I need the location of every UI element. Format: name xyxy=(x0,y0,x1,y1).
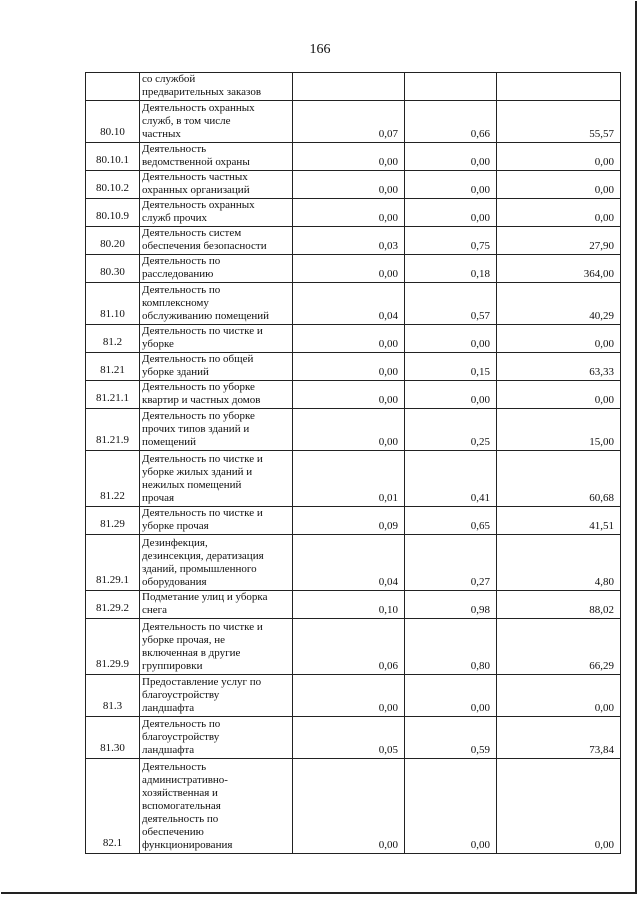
value-cell-2: 0,18 xyxy=(405,255,497,283)
value-cell-3: 66,29 xyxy=(497,619,621,675)
value-cell-3: 60,68 xyxy=(497,451,621,507)
value-cell-2: 0,00 xyxy=(405,325,497,353)
value-cell-3: 364,00 xyxy=(497,255,621,283)
code-cell: 81.21.1 xyxy=(86,381,140,409)
value-cell-1: 0,00 xyxy=(293,675,405,717)
value-cell-2: 0,00 xyxy=(405,143,497,171)
value-cell-3: 0,00 xyxy=(497,143,621,171)
description-cell: Деятельность охранных служб, в том числе частных xyxy=(140,101,293,143)
value-cell-1: 0,01 xyxy=(293,451,405,507)
table-row xyxy=(86,353,621,381)
value-cell-1 xyxy=(293,73,405,101)
table-row xyxy=(86,283,621,325)
code-cell: 80.20 xyxy=(86,227,140,255)
table-row xyxy=(86,507,621,535)
value-cell-2: 0,59 xyxy=(405,717,497,759)
code-cell: 81.21 xyxy=(86,353,140,381)
table-row xyxy=(86,143,621,171)
value-cell-2: 0,41 xyxy=(405,451,497,507)
code-cell: 80.10.1 xyxy=(86,143,140,171)
table-row xyxy=(86,619,621,675)
value-cell-2: 0,00 xyxy=(405,381,497,409)
value-cell-1: 0,07 xyxy=(293,101,405,143)
value-cell-3: 63,33 xyxy=(497,353,621,381)
value-cell-3: 0,00 xyxy=(497,199,621,227)
value-cell-3: 27,90 xyxy=(497,227,621,255)
code-cell: 81.21.9 xyxy=(86,409,140,451)
value-cell-3: 15,00 xyxy=(497,409,621,451)
code-cell: 82.1 xyxy=(86,759,140,854)
value-cell-2: 0,00 xyxy=(405,171,497,199)
value-cell-3: 40,29 xyxy=(497,283,621,325)
table-row xyxy=(86,535,621,591)
value-cell-1: 0,06 xyxy=(293,619,405,675)
description-cell: Предоставление услуг по благоустройству ландшафта xyxy=(140,675,293,717)
value-cell-3: 55,57 xyxy=(497,101,621,143)
table-row xyxy=(86,409,621,451)
code-cell: 81.2 xyxy=(86,325,140,353)
value-cell-2: 0,57 xyxy=(405,283,497,325)
description-cell: Деятельность по уборке прочих типов зданий и помещений xyxy=(140,409,293,451)
description-cell: Деятельность по чистке и уборке жилых зданий и нежилых помещений прочая xyxy=(140,451,293,507)
description-cell: Деятельность по чистке и уборке прочая xyxy=(140,507,293,535)
description-cell: Деятельность частных охранных организаций xyxy=(140,171,293,199)
table-body xyxy=(86,73,621,854)
value-cell-1: 0,00 xyxy=(293,353,405,381)
value-cell-2: 0,00 xyxy=(405,759,497,854)
table-row xyxy=(86,255,621,283)
value-cell-3: 41,51 xyxy=(497,507,621,535)
data-table xyxy=(85,72,621,854)
table-row xyxy=(86,717,621,759)
code-cell xyxy=(86,73,140,101)
code-cell: 80.10.2 xyxy=(86,171,140,199)
value-cell-2: 0,66 xyxy=(405,101,497,143)
description-cell: Деятельность по чистке и уборке прочая, не включенная в другие группировки xyxy=(140,619,293,675)
description-cell: со службой предварительных заказов xyxy=(140,73,293,101)
value-cell-3: 0,00 xyxy=(497,325,621,353)
value-cell-3: 0,00 xyxy=(497,675,621,717)
value-cell-1: 0,05 xyxy=(293,717,405,759)
description-cell: Деятельность ведомственной охраны xyxy=(140,143,293,171)
value-cell-2: 0,00 xyxy=(405,199,497,227)
table-row xyxy=(86,325,621,353)
code-cell: 81.10 xyxy=(86,283,140,325)
value-cell-1: 0,00 xyxy=(293,409,405,451)
description-cell: Деятельность систем обеспечения безопасности xyxy=(140,227,293,255)
page-number: 166 xyxy=(309,42,331,57)
value-cell-2: 0,80 xyxy=(405,619,497,675)
value-cell-1: 0,00 xyxy=(293,255,405,283)
value-cell-2: 0,65 xyxy=(405,507,497,535)
description-cell: Деятельность по благоустройству ландшафта xyxy=(140,717,293,759)
table-row xyxy=(86,101,621,143)
code-cell: 81.22 xyxy=(86,451,140,507)
description-cell: Деятельность по общей уборке зданий xyxy=(140,353,293,381)
code-cell: 81.29 xyxy=(86,507,140,535)
table-row xyxy=(86,227,621,255)
code-cell: 81.29.9 xyxy=(86,619,140,675)
value-cell-3: 73,84 xyxy=(497,717,621,759)
description-cell: Подметание улиц и уборка снега xyxy=(140,591,293,619)
description-cell: Деятельность охранных служб прочих xyxy=(140,199,293,227)
value-cell-3: 88,02 xyxy=(497,591,621,619)
table-row xyxy=(86,199,621,227)
value-cell-2: 0,15 xyxy=(405,353,497,381)
value-cell-1: 0,00 xyxy=(293,143,405,171)
description-cell: Деятельность по чистке и уборке xyxy=(140,325,293,353)
code-cell: 81.30 xyxy=(86,717,140,759)
value-cell-2: 0,27 xyxy=(405,535,497,591)
description-cell: Деятельность по уборке квартир и частных домов xyxy=(140,381,293,409)
value-cell-2: 0,75 xyxy=(405,227,497,255)
value-cell-1: 0,03 xyxy=(293,227,405,255)
code-cell: 80.30 xyxy=(86,255,140,283)
description-cell: Деятельность по расследованию xyxy=(140,255,293,283)
table-row xyxy=(86,591,621,619)
value-cell-1: 0,09 xyxy=(293,507,405,535)
code-cell: 80.10.9 xyxy=(86,199,140,227)
table-row xyxy=(86,73,621,101)
value-cell-3: 0,00 xyxy=(497,759,621,854)
table-row xyxy=(86,171,621,199)
value-cell-3 xyxy=(497,73,621,101)
value-cell-2 xyxy=(405,73,497,101)
value-cell-1: 0,04 xyxy=(293,535,405,591)
value-cell-2: 0,25 xyxy=(405,409,497,451)
code-cell: 81.29.2 xyxy=(86,591,140,619)
value-cell-3: 4,80 xyxy=(497,535,621,591)
code-cell: 81.3 xyxy=(86,675,140,717)
code-cell: 81.29.1 xyxy=(86,535,140,591)
value-cell-1: 0,00 xyxy=(293,381,405,409)
table-row xyxy=(86,675,621,717)
value-cell-1: 0,04 xyxy=(293,283,405,325)
value-cell-3: 0,00 xyxy=(497,381,621,409)
value-cell-1: 0,00 xyxy=(293,325,405,353)
description-cell: Дезинфекция, дезинсекция, дератизация зданий, промышленного оборудования xyxy=(140,535,293,591)
value-cell-2: 0,98 xyxy=(405,591,497,619)
table-row xyxy=(86,381,621,409)
value-cell-1: 0,00 xyxy=(293,171,405,199)
value-cell-1: 0,00 xyxy=(293,199,405,227)
value-cell-2: 0,00 xyxy=(405,675,497,717)
value-cell-1: 0,00 xyxy=(293,759,405,854)
value-cell-3: 0,00 xyxy=(497,171,621,199)
table-row xyxy=(86,451,621,507)
value-cell-1: 0,10 xyxy=(293,591,405,619)
description-cell: Деятельность административно- хозяйственная и вспомогательная деятельность по обеспечению функционирования xyxy=(140,759,293,854)
code-cell: 80.10 xyxy=(86,101,140,143)
table-row xyxy=(86,759,621,854)
description-cell: Деятельность по комплексному обслуживанию помещений xyxy=(140,283,293,325)
